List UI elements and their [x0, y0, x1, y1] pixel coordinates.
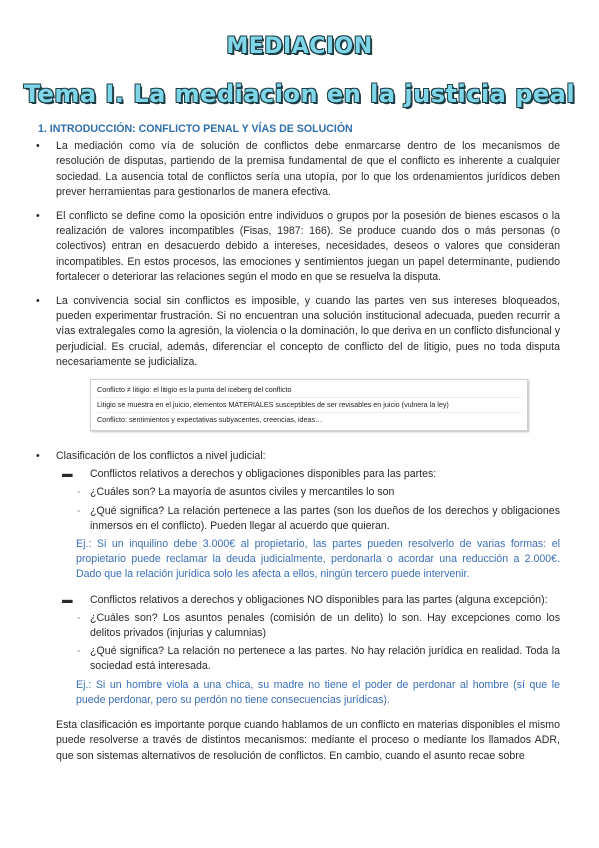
question-item: [30, 504, 560, 534]
example-text: Ej.: Si un hombre viola a una chica, su madre no tiene el poder de perdonar al hombre (sí que le puede perdonar, pero su perdón no tiene consecuencias jurídicas).: [76, 678, 560, 706]
bullet-text: Clasificación de los conflictos a nivel judicial:: [56, 450, 266, 463]
sub-marker: -: [77, 645, 81, 658]
classification-intro: [30, 449, 560, 464]
bullet-text: El conflicto se define como la oposición entre individuos o grupos por la posesión de bienes escasos o la realización de valores incompatibles (Fisas, 1987: 166). Se produce cuando dos o más personas (o colectivos) entran en desacuerdo debido a intereses, necesidades, deseos o valores que consideran incompatibles. En estos procesos, las emociones y sentimientos juegan un papel determinante, pudiendo fortalecer o deteriorar las relaciones según el modo en que se resuelva la disputa.: [56, 210, 560, 283]
sub-marker: -: [77, 611, 81, 624]
bullet-marker: •: [36, 210, 40, 223]
group-heading-text: Conflictos relativos a derechos y obligaciones NO disponibles para las partes (alguna excepción):: [90, 593, 548, 606]
group-heading-text: Conflictos relativos a derechos y obligaciones disponibles para las partes:: [90, 468, 437, 481]
question-text: ¿Qué significa? La relación pertenece a las partes (son los dueños de los derechos y obligaciones inmersos en el conflicto). Pueden llegar al acuerdo que quieran.: [90, 504, 560, 532]
bullet-marker: •: [36, 450, 40, 463]
group-heading-disponibles: [30, 467, 560, 482]
bullet-text: La convivencia social sin conflictos es imposible, y cuando las partes ven sus intereses bloqueados, pueden experimentar frustración. Si no encuentran una solución institucional adecuada, pueden recurrir a vías extralegales como la agresión, la violencia o la dominación, lo que deriva en un conflicto disfuncional y perjudicial. Es crucial, además, diferenciar el concepto de conflicto del de litigio, pues no toda disputa necesariamente se judicializa.: [56, 295, 560, 368]
sub-marker: -: [77, 486, 81, 499]
figure-line: Conflicto ≠ litigio: el litigio es la punta del iceberg del conflicto: [97, 383, 521, 398]
bullet-paragraph: [30, 139, 560, 200]
bullet-paragraph: [30, 209, 560, 285]
bullet-marker: •: [36, 295, 40, 308]
question-text: ¿Cuáles son? Los asuntos penales (comisión de un delito) lo son. Hay excepciones como los delitos privados (injurias y calumnias): [90, 611, 560, 640]
dash-marker: ▬: [62, 593, 73, 606]
bullet-paragraph: [30, 294, 560, 370]
conflict-litigio-figure: [90, 379, 528, 431]
document-body: [30, 122, 560, 764]
question-item: [30, 644, 560, 674]
figure-line: Litigio se muestra en el juicio, elementos MATERIALES susceptibles de ser revisables en juicio (vulnera la ley): [97, 398, 521, 413]
bullet-text: La mediación como vía de solución de conflictos debe enmarcarse dentro de los mecanismos de resolución de disputas, partiendo de la premisa fundamental de que el conflicto es inherente a cualquier sociedad. La ausencia total de conflictos sería una utopía, por lo que los ordenamientos jurídicos deben prever herramientas para gestionarlos de manera efectiva.: [56, 140, 560, 198]
closing-paragraph: Esta clasificación es importante porque cuando hablamos de un conflicto en materias disponibles el mismo puede resolverse a través de distintos mecanismos: mediante el proceso o mediante los llamados ADR, que son sistemas alternativos de resolución de conflictos. En cambio, cuando el asunto recae sobre: [56, 719, 560, 762]
dash-marker: ▬: [62, 468, 73, 481]
question-item: [30, 485, 560, 500]
document-subtitle: Tema I. La mediacion en la justicia peal: [23, 80, 576, 108]
question-text: ¿Cuáles son? La mayoría de asuntos civiles y mercantiles lo son: [90, 486, 395, 499]
question-text: ¿Qué significa? La relación no pertenece a las partes. No hay relación jurídica en realidad. Toda la sociedad está interesada.: [90, 645, 560, 673]
example-text: Ej.: Si un inquilino debe 3.000€ al propietario, las partes pueden resolverlo de varias formas: el propietario puede reclamar la deuda judicialmente, perdonarla o acordar una reducción a 2.000€. Dado que la relación jurídica solo les afecta a ellos, ningún tercero puede intervenir.: [76, 538, 560, 581]
group-heading-no-disponibles: [30, 593, 560, 608]
document-title: MEDIACION: [226, 34, 373, 59]
sub-marker: -: [77, 504, 81, 517]
bullet-marker: •: [36, 140, 40, 153]
section-heading: 1. INTRODUCCIÓN: CONFLICTO PENAL Y VÍAS DE SOLUCIÓN: [38, 123, 353, 135]
figure-line: Conflicto: sentimientos y expectativas subyacentes, creencias, ideas…: [97, 415, 323, 425]
question-item: [30, 611, 560, 641]
